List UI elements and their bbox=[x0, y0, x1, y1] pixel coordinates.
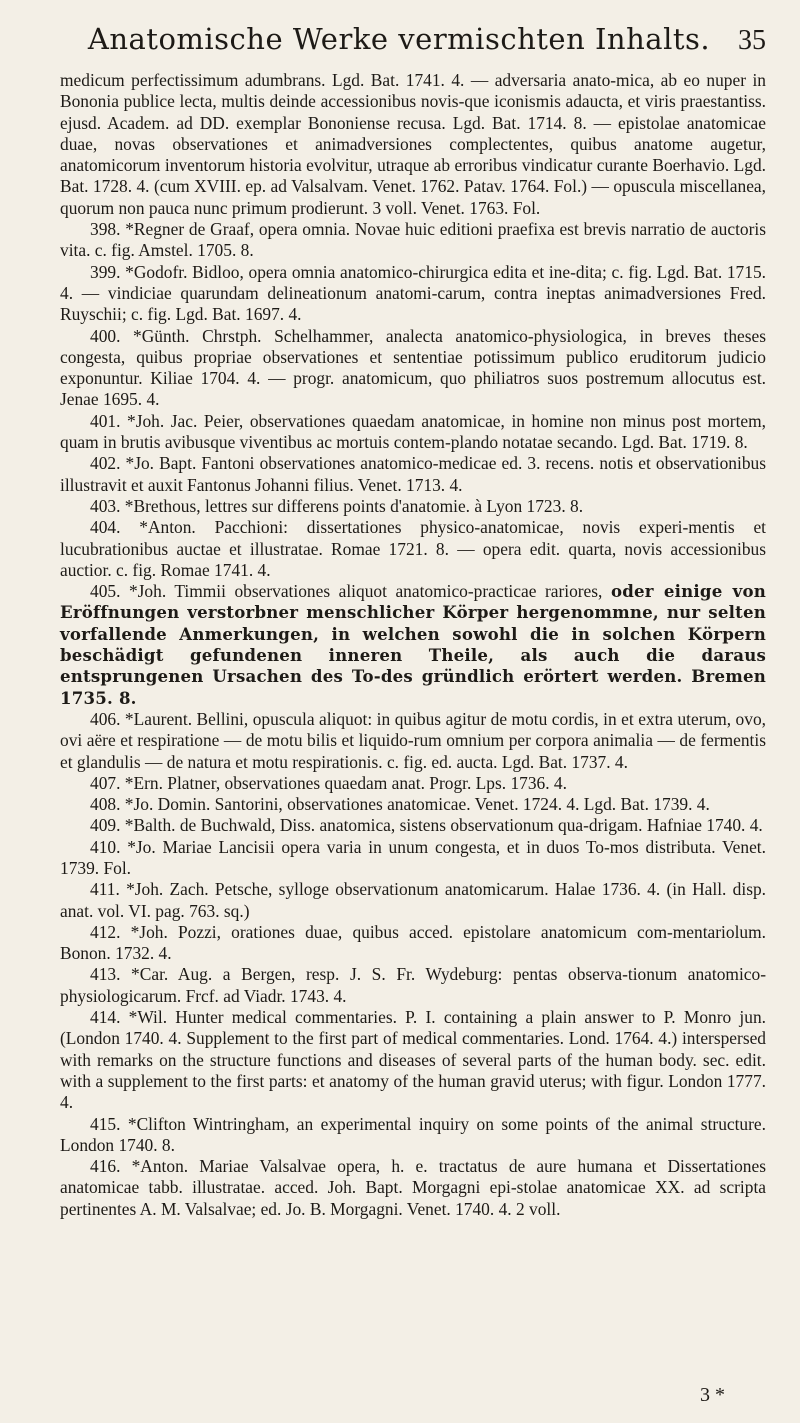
signature-mark: 3 * bbox=[700, 1384, 725, 1406]
entry-text: 409. *Balth. de Buchwald, Diss. anatomica, sistens observationum qua-drigam. Hafniae 1740. 4. bbox=[90, 815, 763, 836]
running-title: Anatomische Werke vermischten Inhalts. bbox=[87, 22, 711, 56]
bibliography-entry bbox=[60, 517, 766, 581]
bibliography-entry bbox=[60, 411, 766, 454]
entry-text: 402. *Jo. Bapt. Fantoni observationes anatomico-medicae ed. 3. recens. notis et observationibus illustravit et auxit Fantonus Johanni filius. Venet. 1713. 4. bbox=[60, 453, 766, 495]
entry-text: 416. *Anton. Mariae Valsalvae opera, h. e. tractatus de aure humana et Dissertationes anatomicae tabb. illustratae. acced. Joh. Bapt. Morgagni epi-stolae anatomicae XX. ad scripta pertinentes A. M. Valsalvae; ed. Jo. B. Morgagni. Venet. 1740. 4. 2 voll. bbox=[60, 1156, 766, 1219]
entry-text: 411. *Joh. Zach. Petsche, sylloge observationum anatomicarum. Halae 1736. 4. (in Hall. disp. anat. vol. VI. pag. 763. sq.) bbox=[60, 879, 766, 921]
bibliography-entry bbox=[60, 794, 766, 815]
entry-text: 405. *Joh. Timmii observationes aliquot anatomico-practicae rariores, bbox=[90, 581, 603, 602]
bibliography-entry bbox=[60, 815, 766, 836]
entry-text: 410. *Jo. Mariae Lancisii opera varia in unum congesta, et in duos To-mos distributa. Venet. 1739. Fol. bbox=[60, 836, 766, 878]
entry-text: 414. *Wil. Hunter medical commentaries. P. I. containing a plain answer to P. Monro jun. (London 1740. 4. Supplement to the first part of medical commentaries. Lond. 1764. 4.) interspersed with remarks on the structure functions and diseases of several parts of the human body. sec. edit. with a supplement to the first parts: et anatomy of the human gravid uterus; with figur. London 1777. 4. bbox=[60, 1007, 766, 1113]
body-text bbox=[60, 70, 766, 1220]
entry-text: 412. *Joh. Pozzi, orationes duae, quibus acced. epistolare anatomicum com-mentariolum. Bonon. 1732. 4. bbox=[60, 921, 766, 964]
bibliography-entry bbox=[60, 837, 766, 880]
bibliography-entry bbox=[60, 1114, 766, 1157]
entry-text: 401. *Joh. Jac. Peier, observationes quaedam anatomicae, in homine non minus post mortem, quam in brutis avibusque viventibus ac mortuis contem-plando notatae secando. Lgd. Bat. 1719. 8. bbox=[60, 410, 766, 453]
bibliography-entry bbox=[60, 709, 766, 773]
page-number: 35 bbox=[738, 25, 766, 56]
entry-text: 408. *Jo. Domin. Santorini, observationes anatomicae. Venet. 1724. 4. Lgd. Bat. 1739. 4. bbox=[90, 794, 710, 815]
german-fraktur-text: oder einige von Eröffnungen verstorbner menschlicher Körper hergenommne, nur selten vorfallende Anmerkungen, in welchen sowohl die in solchen Körpern beschädigt gefundenen inneren Theile, als auch die daraus entsprungenen Ursachen des To-des gründlich erörtert werden. Bremen 1735. 8. bbox=[60, 581, 766, 708]
entry-text: medicum perfectissimum adumbrans. Lgd. Bat. 1741. 4. — adversaria anato-mica, ab eo nuper in Bononia publice lecta, multis deinde accessionibus novis-que iconismis adaucta, et viris praestantiss. ejusd. Academ. ad DD. exemplar Bononiense recusa. Lgd. Bat. 1714. 8. — epistolae anatomicae duae, novas observationes et animadversiones complectentes, quibus anatome augetur, anatomicorum inventorum historia evolvitur, utraque ab erroribus vindicatur curante Boerhavio. Lgd. Bat. 1728. 4. (cum XVIII. ep. ad Valsalvam. Venet. 1762. Patav. 1764. Fol.) — opuscula miscellanea, quorum non pauca nunc primum prodierunt. 3 voll. Venet. 1763. Fol. bbox=[60, 70, 766, 218]
page-header bbox=[60, 22, 766, 70]
entry-text: 403. *Brethous, lettres sur differens points d'anatomie. à Lyon 1723. 8. bbox=[90, 495, 584, 516]
continuation-paragraph bbox=[60, 70, 766, 219]
bibliography-entry bbox=[60, 581, 766, 709]
bibliography-entry bbox=[60, 326, 766, 411]
entry-text: 398. *Regner de Graaf, opera omnia. Novae huic editioni praefixa est brevis narratio de auctoris vita. c. fig. Amstel. 1705. 8. bbox=[60, 219, 766, 261]
bibliography-entry bbox=[60, 922, 766, 965]
entry-text: 406. *Laurent. Bellini, opuscula aliquot: in quibus agitur de motu cordis, in et extra uterum, ovo, ovi aëre et respiratione — de motu bilis et liquido-rum omnium per corpora animalia — de fermentis et glandulis — de natura et motu respirationis. c. fig. ed. aucta. Lgd. Bat. 1737. 4. bbox=[60, 708, 766, 772]
bibliography-entry bbox=[60, 496, 766, 517]
entry-text: 404. *Anton. Pacchioni: dissertationes physico-anatomicae, novis experi-mentis et lucubrationibus auctae et illustratae. Romae 1721. 8. — opera edit. quarta, novis accessionibus auctior. c. fig. Romae 1741. 4. bbox=[60, 517, 766, 580]
bibliography-entry bbox=[60, 773, 766, 794]
bibliography-entry bbox=[60, 262, 766, 326]
entry-text: 399. *Godofr. Bidloo, opera omnia anatomico-chirurgica edita et ine-dita; c. fig. Lgd. Bat. 1715. 4. — vindiciae quarundam delineationum anatomi-carum, contra ineptas animadversiones Fred. Ruyschii; c. fig. Lgd. Bat. 1697. 4. bbox=[60, 261, 766, 325]
entry-text: 407. *Ern. Platner, observationes quaedam anat. Progr. Lps. 1736. 4. bbox=[90, 772, 567, 793]
bibliography-entry bbox=[60, 453, 766, 496]
bibliography-entry bbox=[60, 219, 766, 262]
bibliography-entry bbox=[60, 879, 766, 922]
bibliography-entry bbox=[60, 1007, 766, 1113]
bibliography-entry bbox=[60, 964, 766, 1007]
entry-text: 415. *Clifton Wintringham, an experimental inquiry on some points of the animal structure. London 1740. 8. bbox=[60, 1113, 766, 1155]
bibliography-entry bbox=[60, 1156, 766, 1220]
entry-text: 400. *Günth. Chrstph. Schelhammer, analecta anatomico-physiologica, in breves theses congesta, quibus propriae observationes et sententiae potissimum publico eruditorum judicio exponuntur. Kiliae 1704. 4. — progr. anatomicum, quo philiatros suos postremum allocutus est. Jenae 1695. 4. bbox=[60, 325, 766, 410]
entry-text: 413. *Car. Aug. a Bergen, resp. J. S. Fr. Wydeburg: pentas observa-tionum anatomico-physiologicarum. Frcf. ad Viadr. 1743. 4. bbox=[60, 964, 766, 1006]
